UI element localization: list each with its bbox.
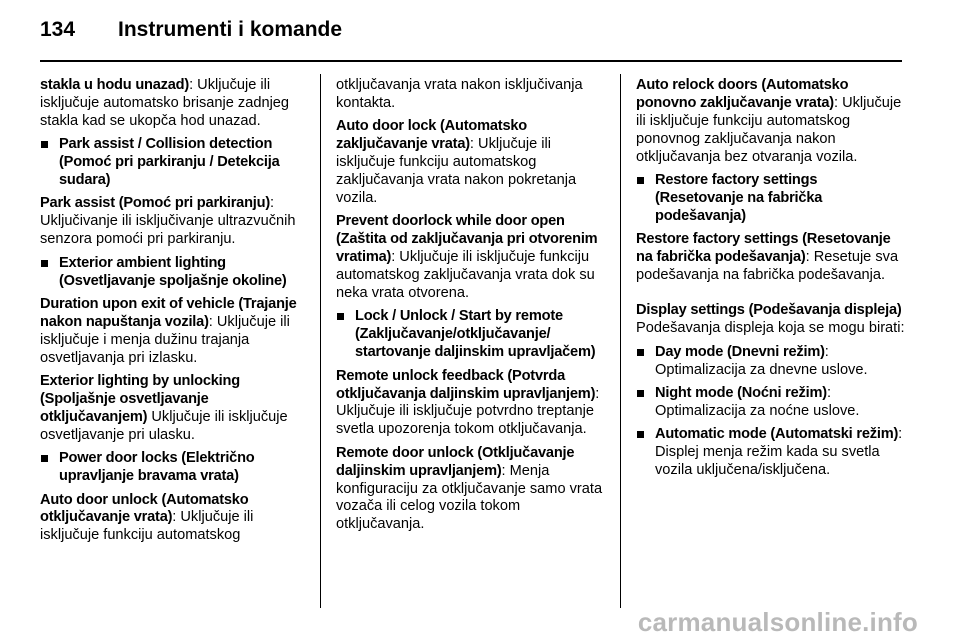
setting-desc: : Uključuje ili isključuje funkciju automatskog [40,509,254,544]
column-divider-1 [320,74,321,608]
setting-desc: otključavanja vrata nakon isključivanja kontakta. [336,77,583,111]
bullet-heading: Park assist / Collision detection (Pomoć pri parkiranju / Detekcija sudara) [59,136,280,189]
bullet-item [636,426,908,480]
bullet-item [336,308,608,362]
page-header [40,18,342,48]
setting-desc: : Uključivanje ili isključivanje ultrazvučnih senzora pomoći pri parkiranju. [40,195,296,248]
setting-name: Night mode (Noćni režim) [655,385,827,402]
bullet-heading: Lock / Unlock / Start by remote (Zaključavanje/otključavanje/ startovanje daljinskim upravljačem) [355,308,596,361]
paragraph [40,77,310,131]
setting-name: Auto door unlock (Automatsko otključavanje vrata) [40,491,249,526]
setting-desc: : Optimalizacija za noćne uslove. [655,385,860,419]
setting-name: Prevent doorlock while door open (Zaštita od zaključavanja pri otvorenim vratima) [336,213,598,266]
bullet-heading: Power door locks (Električno upravljanje bravama vrata) [59,450,255,485]
setting-desc: : Uključuje ili isključuje funkciju automatskog zaključavanja vrata nakon pokretanja vozila. [336,136,577,206]
page-title: Instrumenti i komande [118,18,343,41]
section-heading [636,302,908,338]
bullet-square-icon [637,431,644,438]
paragraph [40,296,310,368]
bullet-item [40,450,310,486]
bullet-heading: Restore factory settings (Resetovanje na fabrička podešavanja) [655,172,823,224]
setting-desc: : Optimalizacija za dnevne uslove. [655,343,868,378]
paragraph [40,492,310,546]
setting-desc: : Uključuje ili isključuje funkciju automatskog zaključavanja vrata dok su neka vrata otvorena. [336,249,595,301]
bullet-square-icon [637,349,644,356]
setting-desc: : Menja konfiguraciju za otključavanje samo vrata vozača ili celog vozila tokom otključavanja. [336,462,603,533]
setting-name: Automatic mode (Automatski režim) [655,426,899,443]
paragraph [636,77,908,167]
column-1 [40,77,310,551]
setting-desc: : Displej menja režim kada su svetla vozila uključena/isključena. [655,426,903,479]
page-number: 134 [40,18,76,41]
header-rule [40,60,902,62]
section-intro: Podešavanja displeja koja se mogu birati: [636,320,905,337]
setting-name: Day mode (Dnevni režim) [655,343,825,360]
paragraph [336,213,608,303]
column-2 [336,77,608,540]
watermark[interactable]: carmanualsonline.info [637,607,918,637]
setting-name: Restore factory settings (Resetovanje na fabrička podešavanja) [636,231,891,266]
setting-desc: : Resetuje sva podešavanja na fabrička podešavanja. [636,249,899,284]
setting-name: Duration upon exit of vehicle (Trajanje nakon napuštanja vozila) [40,295,297,330]
paragraph [336,445,608,535]
setting-name: Remote door unlock (Otključavanje daljinskim upravljanjem) [336,444,575,479]
bullet-item [40,136,310,190]
bullet-square-icon [41,141,48,148]
setting-name: Auto door lock (Automatsko zaključavanje vrata) [336,118,528,153]
setting-name: Remote unlock feedback (Potvrda otključavanja daljinskim upravljanjem) [336,367,596,402]
section-title: Display settings (Podešavanja displeja) [636,302,902,319]
paragraph [336,77,608,113]
column-3 [636,77,908,486]
paragraph [336,368,608,440]
column-divider-2 [620,74,621,608]
paragraph [40,373,310,445]
bullet-square-icon [41,455,48,462]
setting-desc: : Uključuje ili isključuje i menja dužinu trajanja osvetljavanja pri izlasku. [40,313,290,366]
setting-desc: : Uključuje ili isključuje automatsko brisanje zadnjeg stakla kad se ukopča hod unazad. [40,77,290,129]
bullet-square-icon [41,260,48,267]
setting-desc: Uključuje ili isključuje osvetljavanje pri ulasku. [40,408,288,443]
paragraph [636,231,908,285]
bullet-item [636,172,908,226]
bullet-heading: Exterior ambient lighting (Osvetljavanje spoljašnje okoline) [59,254,287,289]
bullet-square-icon [337,313,344,320]
setting-name: Exterior lighting by unlocking (Spoljašnje osvetljavanje otključavanjem) [40,373,240,425]
bullet-item [636,344,908,380]
paragraph [336,118,608,208]
bullet-item [636,385,908,421]
bullet-item [40,255,310,291]
setting-name: Park assist (Pomoć pri parkiranju) [40,195,271,212]
setting-name: Auto relock doors (Automatsko ponovno zaključavanje vrata) [636,77,849,111]
setting-desc: : Uključuje ili isključuje potvrdno treptanje svetla upozorenja tokom otključavanja. [336,385,600,438]
bullet-square-icon [637,390,644,397]
setting-desc: : Uključuje ili isključuje funkciju automatskog ponovnog zaključavanja nakon otključavanja bez otvaranja vozila. [636,94,902,165]
bullet-square-icon [637,177,644,184]
setting-name: stakla u hodu unazad) [40,77,190,93]
paragraph [40,195,310,249]
